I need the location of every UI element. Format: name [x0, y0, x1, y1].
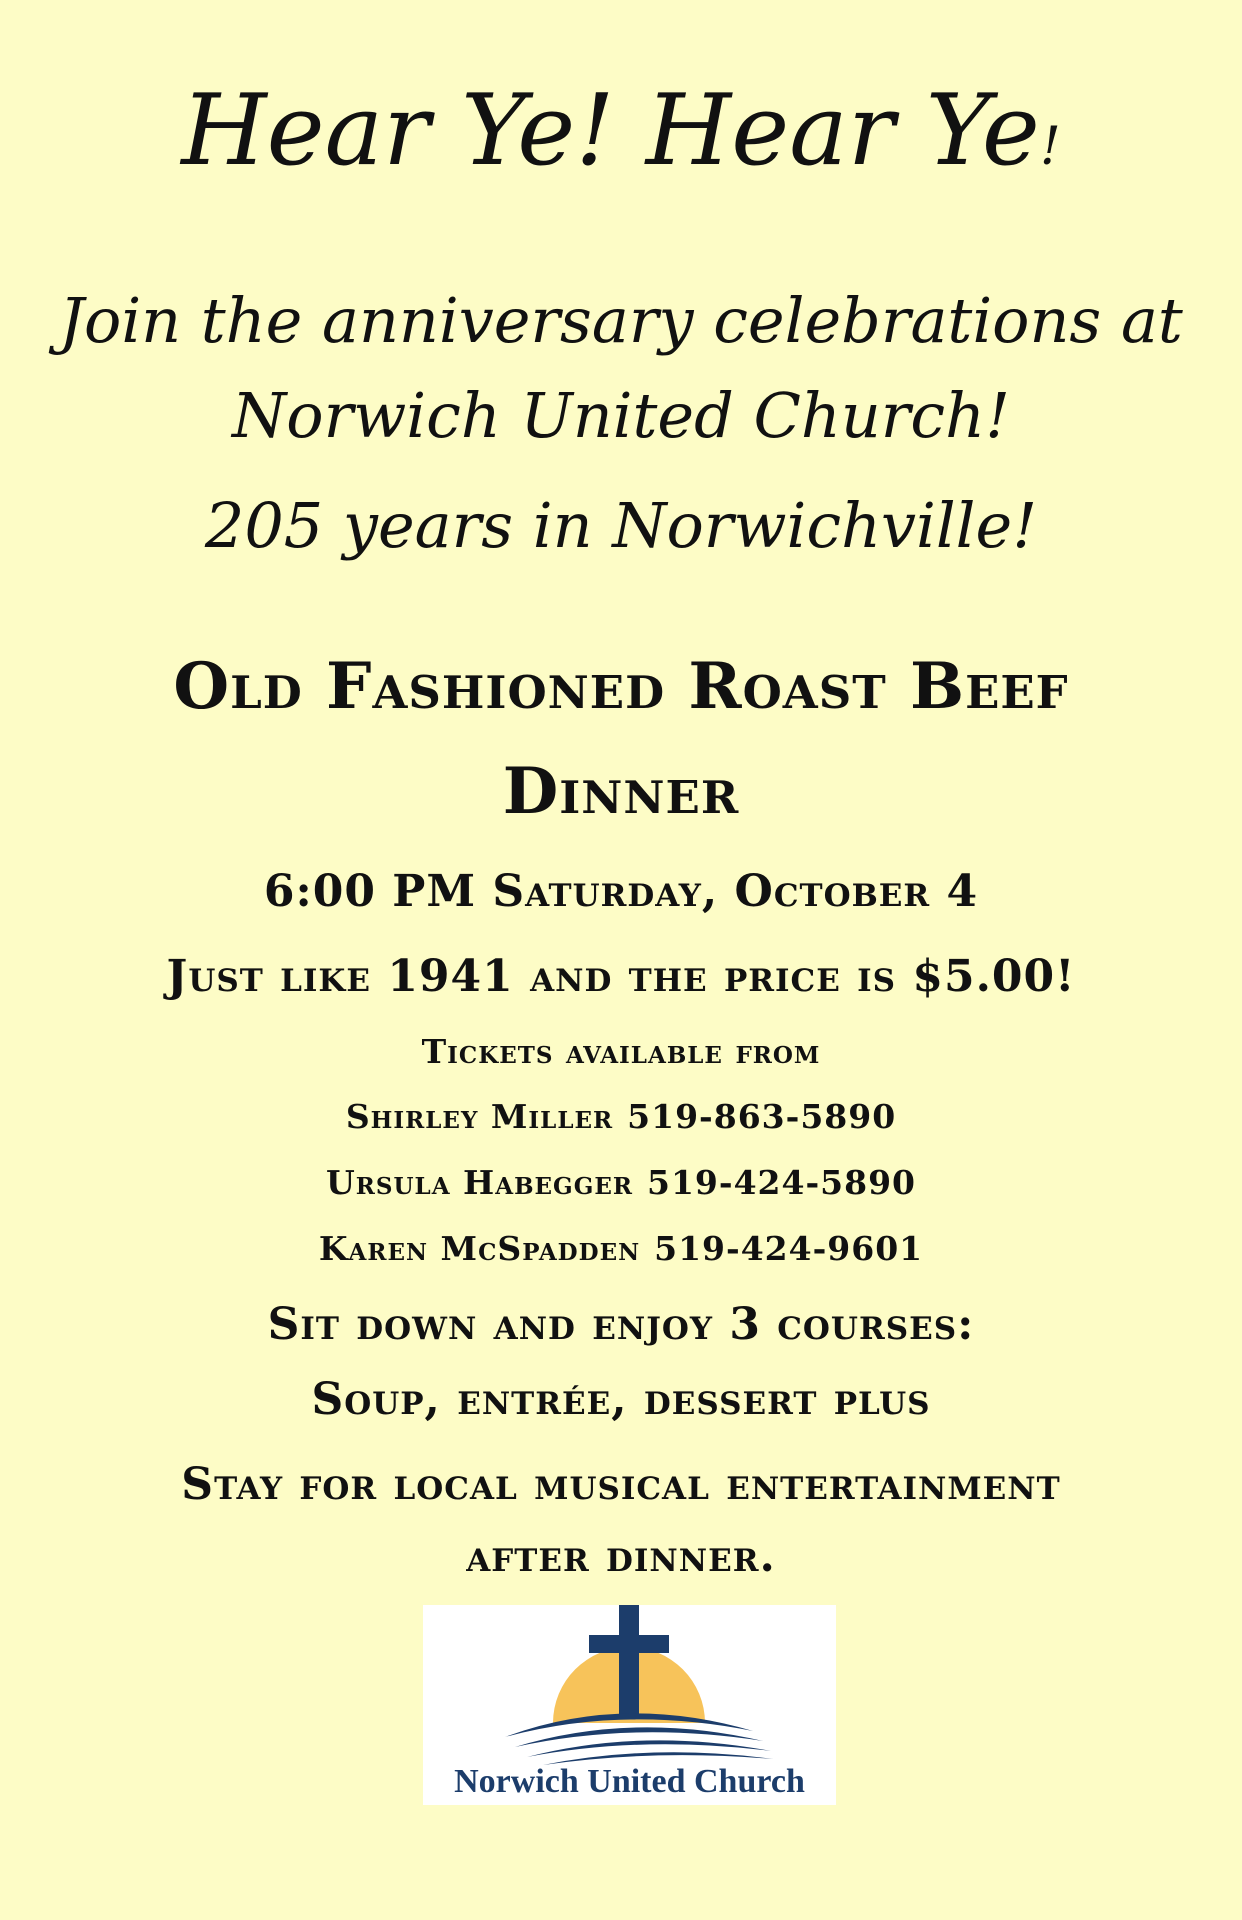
event-title-line-1: Old Fashioned Roast Beef: [173, 649, 1069, 724]
contact-phone: 519-424-5890: [646, 1163, 916, 1202]
tickets-label: Tickets available from: [421, 1032, 821, 1071]
intro-line-2: Norwich United Church!: [232, 379, 1010, 452]
details-line-2: Soup, entrée, dessert plus: [311, 1374, 931, 1425]
contact-row: [0, 1229, 1242, 1268]
intro-line-3: 205 years in Norwichville!: [204, 489, 1038, 562]
contact-row: [0, 1163, 1242, 1202]
headline: [0, 74, 1242, 188]
contact-name: Karen McSpadden: [318, 1229, 641, 1268]
event-time: 6:00 PM Saturday, October 4: [263, 866, 979, 917]
contact-row: [0, 1097, 1242, 1136]
headline-main: Hear Ye! Hear Ye: [181, 74, 1040, 188]
cross-horizontal: [589, 1635, 669, 1653]
event-price: Just like 1941 and the price is $5.00!: [166, 951, 1076, 1002]
event-title-line-2: Dinner: [502, 754, 740, 829]
headline-exclamation: !: [1039, 117, 1061, 177]
contact-phone: 519-863-5890: [627, 1097, 897, 1136]
details-line-4: after dinner.: [466, 1531, 776, 1582]
contact-name: Shirley Miller: [345, 1097, 614, 1136]
contact-phone: 519-424-9601: [654, 1229, 924, 1268]
cross-vertical: [619, 1605, 639, 1717]
church-logo: [423, 1605, 836, 1805]
details-line-1: Sit down and enjoy 3 courses:: [267, 1299, 975, 1350]
logo-church-name: Norwich United Church: [454, 1763, 805, 1800]
contact-name: Ursula Habegger: [325, 1163, 633, 1202]
cross-sunrise-waves-icon: [423, 1605, 836, 1765]
details-line-3: Stay for local musical entertainment: [181, 1459, 1061, 1510]
intro-line-1: Join the anniversary celebrations at: [59, 284, 1183, 357]
